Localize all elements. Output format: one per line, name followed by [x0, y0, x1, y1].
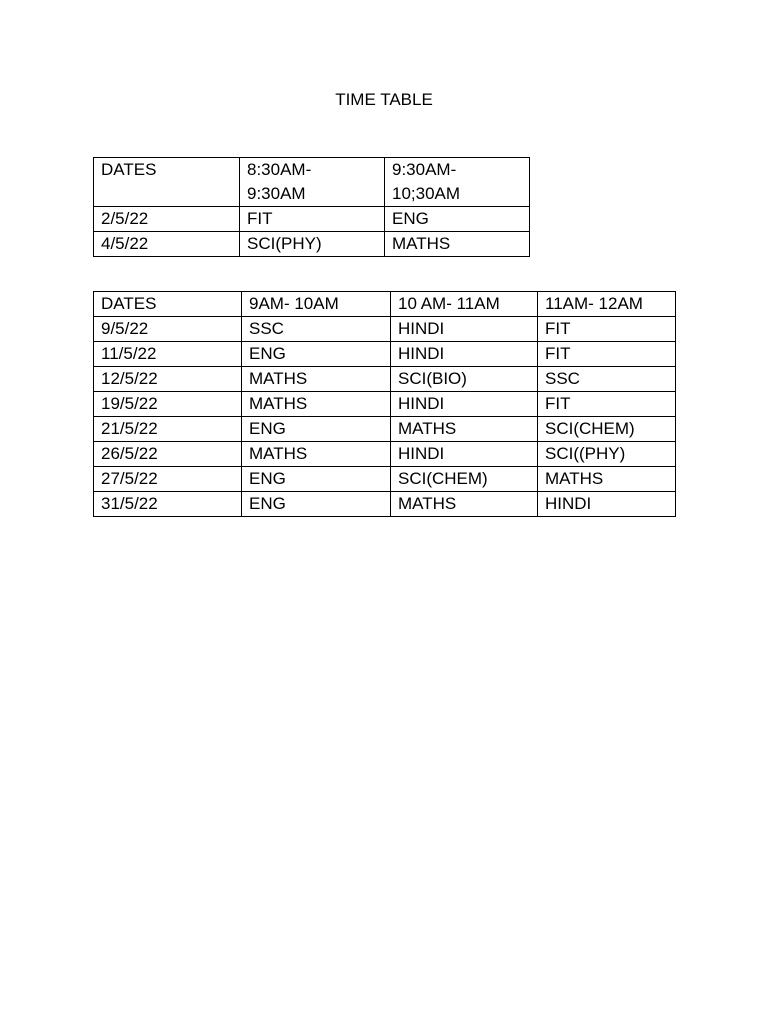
subject-cell: SCI((PHY): [538, 442, 676, 467]
date-cell: 26/5/22: [94, 442, 242, 467]
table-header-row: [94, 292, 676, 317]
subject-cell: HINDI: [391, 342, 538, 367]
timetable-session-1: [93, 157, 530, 257]
table-row: [94, 232, 530, 257]
date-cell: 4/5/22: [94, 232, 240, 257]
subject-cell: ENG: [385, 207, 530, 232]
table-row: [94, 417, 676, 442]
header-cell: DATES: [94, 292, 242, 317]
header-cell: 8:30AM- 9:30AM: [240, 158, 385, 207]
subject-cell: MATHS: [538, 467, 676, 492]
header-cell: 11AM- 12AM: [538, 292, 676, 317]
header-cell: 10 AM- 11AM: [391, 292, 538, 317]
subject-cell: FIT: [538, 317, 676, 342]
table-row: [94, 442, 676, 467]
date-cell: 21/5/22: [94, 417, 242, 442]
header-cell: 9AM- 10AM: [242, 292, 391, 317]
date-cell: 27/5/22: [94, 467, 242, 492]
table-header-row: [94, 158, 530, 207]
subject-cell: ENG: [242, 342, 391, 367]
subject-cell: HINDI: [538, 492, 676, 517]
subject-cell: MATHS: [242, 367, 391, 392]
header-cell: 9:30AM- 10;30AM: [385, 158, 530, 207]
subject-cell: SCI(PHY): [240, 232, 385, 257]
page-title: TIME TABLE: [335, 90, 433, 109]
date-cell: 9/5/22: [94, 317, 242, 342]
subject-cell: SCI(CHEM): [538, 417, 676, 442]
timetable-session-2: [93, 291, 676, 517]
subject-cell: MATHS: [391, 492, 538, 517]
subject-cell: MATHS: [242, 392, 391, 417]
subject-cell: MATHS: [391, 417, 538, 442]
table-row: [94, 317, 676, 342]
subject-cell: MATHS: [242, 442, 391, 467]
subject-cell: MATHS: [385, 232, 530, 257]
subject-cell: FIT: [538, 342, 676, 367]
subject-cell: FIT: [240, 207, 385, 232]
date-cell: 2/5/22: [94, 207, 240, 232]
date-cell: 19/5/22: [94, 392, 242, 417]
subject-cell: SCI(CHEM): [391, 467, 538, 492]
subject-cell: HINDI: [391, 442, 538, 467]
table-row: [94, 492, 676, 517]
subject-cell: SCI(BIO): [391, 367, 538, 392]
table-row: [94, 367, 676, 392]
subject-cell: HINDI: [391, 317, 538, 342]
table-row: [94, 467, 676, 492]
date-cell: 11/5/22: [94, 342, 242, 367]
subject-cell: HINDI: [391, 392, 538, 417]
subject-cell: SSC: [538, 367, 676, 392]
table-row: [94, 392, 676, 417]
subject-cell: ENG: [242, 467, 391, 492]
header-cell: DATES: [94, 158, 240, 207]
subject-cell: FIT: [538, 392, 676, 417]
date-cell: 12/5/22: [94, 367, 242, 392]
subject-cell: ENG: [242, 417, 391, 442]
table-row: [94, 342, 676, 367]
date-cell: 31/5/22: [94, 492, 242, 517]
subject-cell: ENG: [242, 492, 391, 517]
subject-cell: SSC: [242, 317, 391, 342]
table-row: [94, 207, 530, 232]
